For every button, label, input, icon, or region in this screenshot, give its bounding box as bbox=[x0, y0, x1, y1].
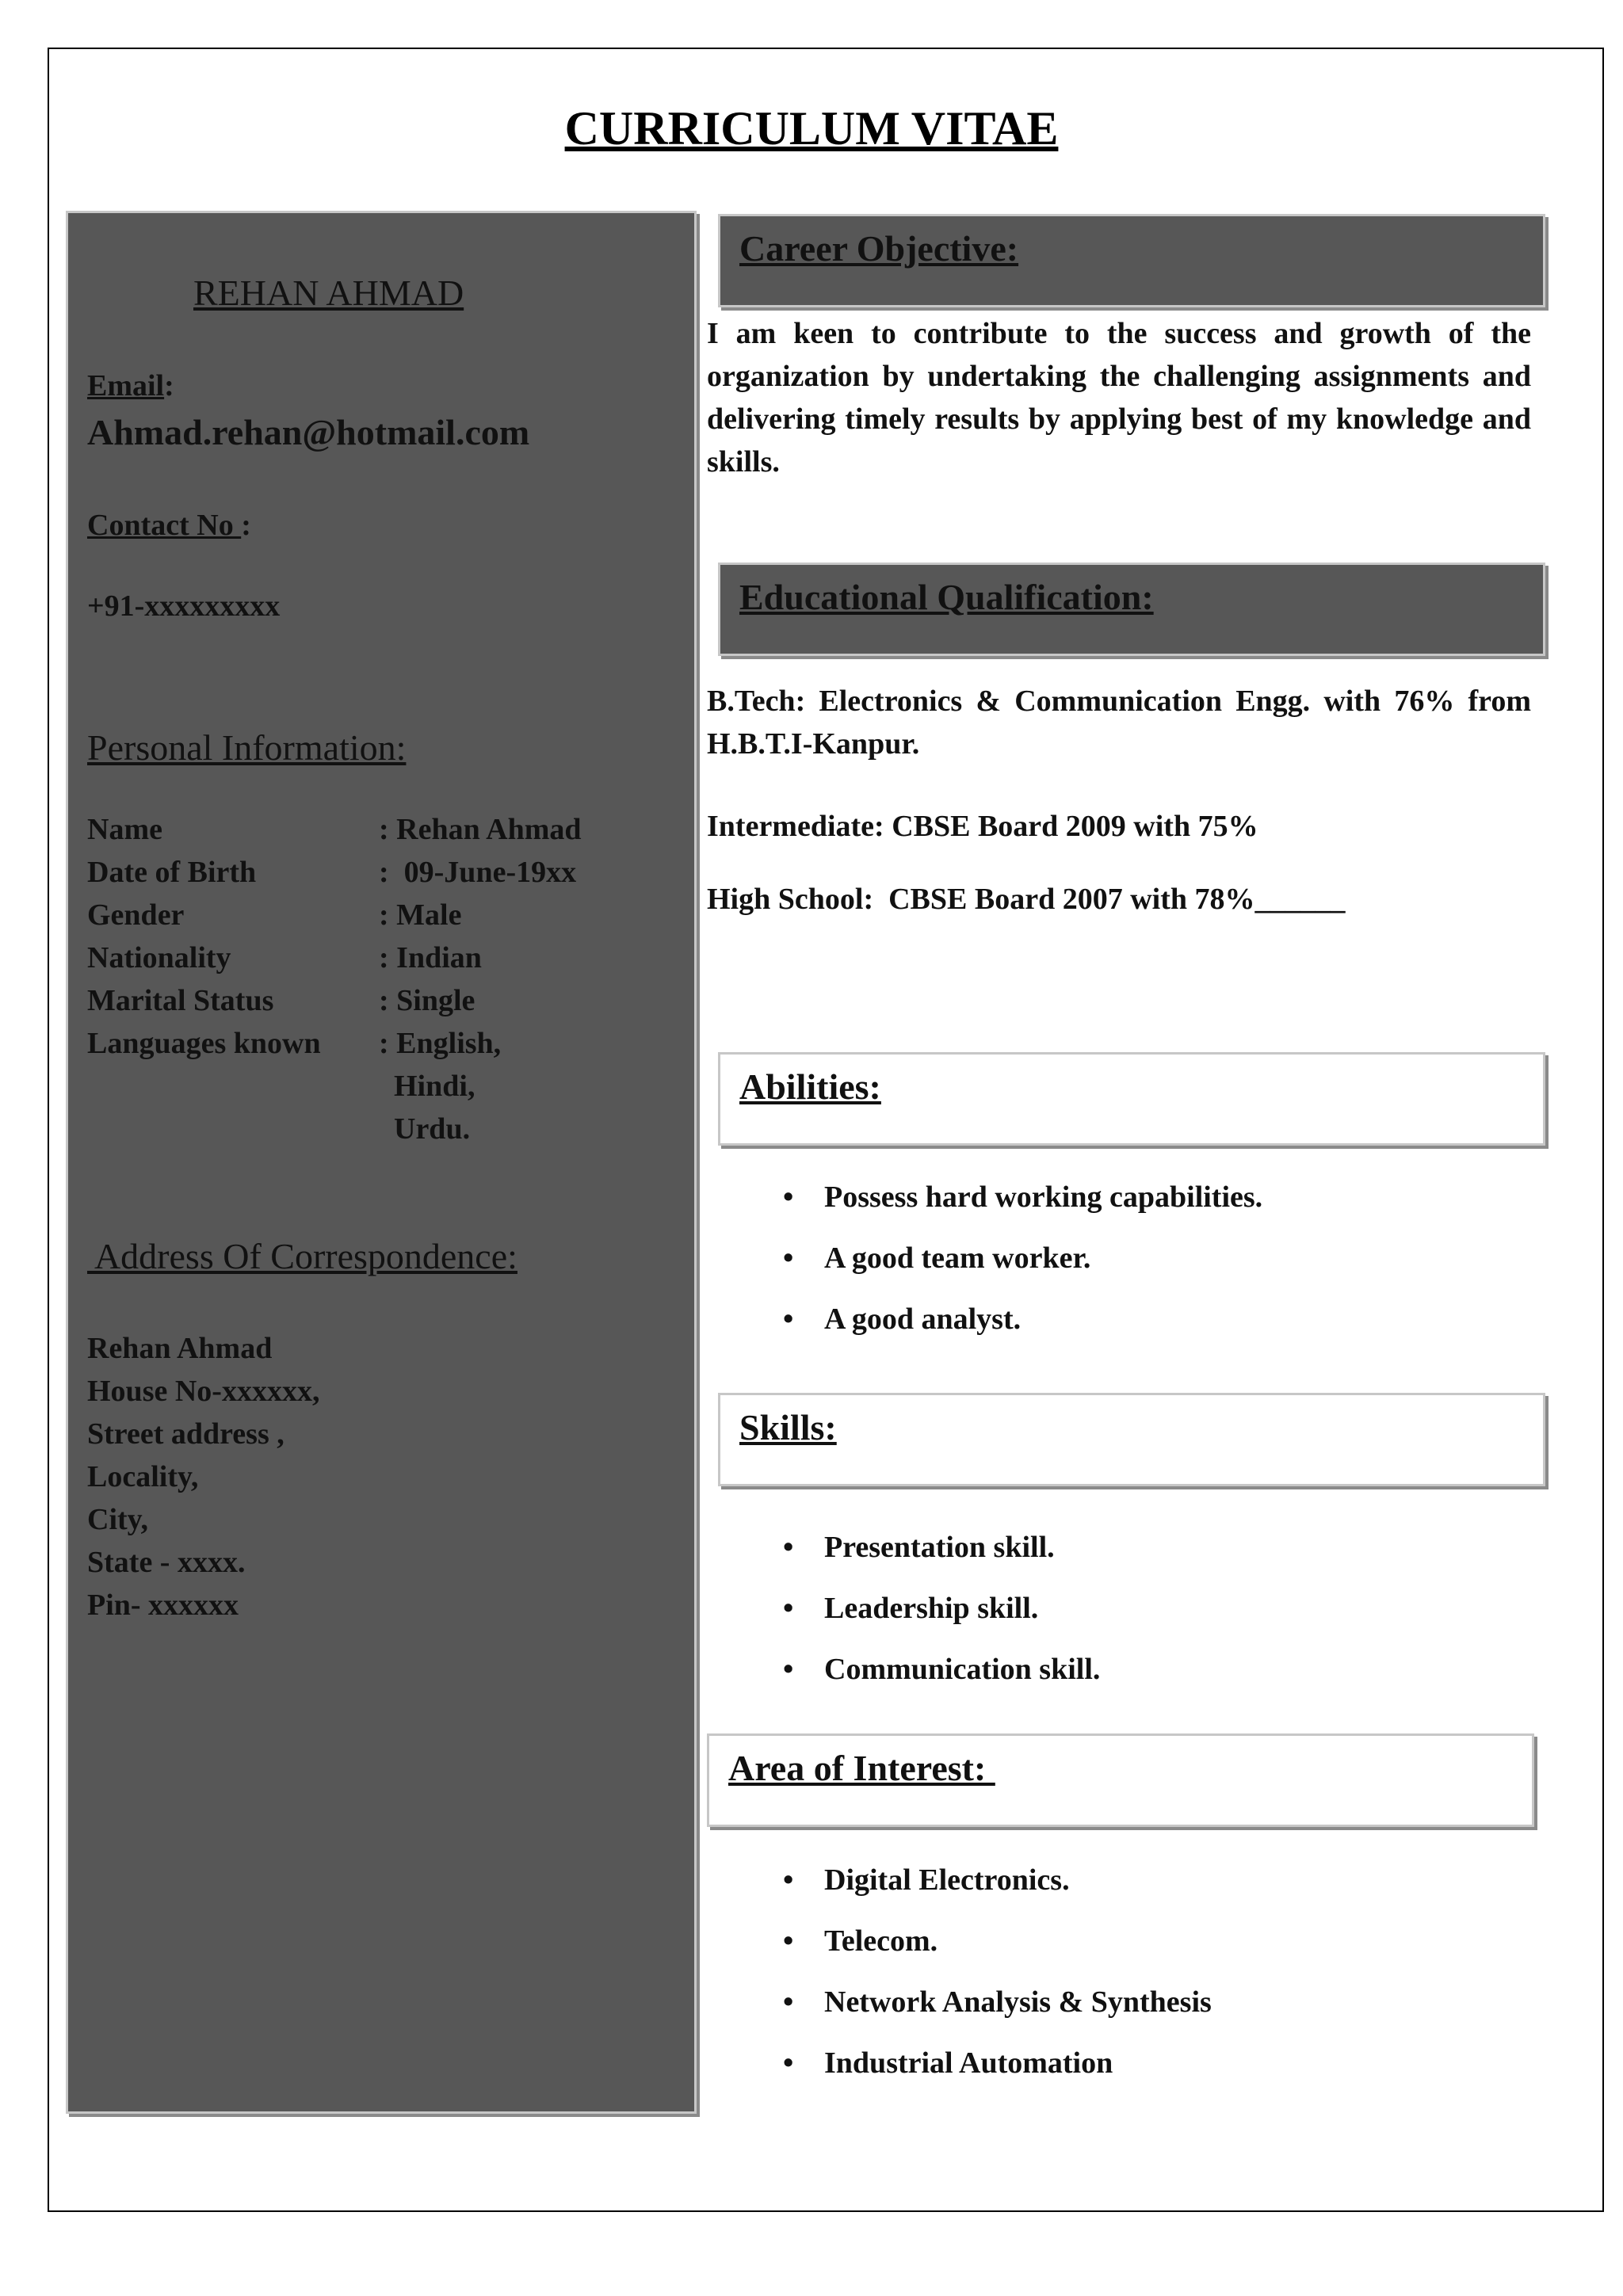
address-line: State - xxxx. bbox=[87, 1546, 246, 1579]
info-value: : English, bbox=[379, 1027, 502, 1060]
info-value: : Male bbox=[379, 898, 462, 932]
education-header bbox=[718, 563, 1545, 656]
education-intermediate: Intermediate: CBSE Board 2009 with 75% bbox=[707, 810, 1258, 843]
skills-list bbox=[783, 1526, 1101, 1709]
interests-list bbox=[783, 1859, 1212, 2103]
education-high-school: High School: CBSE Board 2007 with 78%______ bbox=[707, 883, 1346, 916]
address-line: City, bbox=[87, 1503, 149, 1536]
bullet-icon: • bbox=[783, 1531, 794, 1564]
list-item bbox=[783, 1176, 1263, 1237]
education-heading: Educational Qualification: bbox=[739, 577, 1154, 617]
info-key: Languages known bbox=[87, 1027, 321, 1060]
list-item-text: Leadership skill. bbox=[824, 1592, 1039, 1625]
address-block bbox=[87, 1327, 319, 1627]
personal-info-row bbox=[87, 940, 582, 983]
address-heading: Address Of Correspondence: bbox=[87, 1236, 517, 1276]
career-objective-header bbox=[718, 214, 1545, 307]
abilities-list bbox=[783, 1176, 1263, 1359]
bullet-icon: • bbox=[783, 1592, 794, 1625]
personal-info-row bbox=[87, 898, 582, 940]
left-panel bbox=[66, 211, 697, 2114]
candidate-name: REHAN AHMAD bbox=[193, 273, 464, 313]
email-label: Email: bbox=[87, 369, 174, 402]
skills-header bbox=[718, 1393, 1545, 1486]
bullet-icon: • bbox=[783, 1863, 794, 1897]
info-value: Hindi, bbox=[379, 1070, 475, 1103]
bullet-icon: • bbox=[783, 2046, 794, 2080]
list-item bbox=[783, 1526, 1100, 1587]
list-item bbox=[783, 1859, 1212, 1920]
personal-info-row bbox=[87, 1026, 582, 1069]
bullet-icon: • bbox=[783, 1924, 794, 1958]
list-item bbox=[783, 1587, 1100, 1648]
info-value: : Rehan Ahmad bbox=[379, 813, 582, 846]
list-item bbox=[783, 1981, 1212, 2042]
personal-info-row bbox=[87, 855, 582, 898]
bullet-icon: • bbox=[783, 1653, 794, 1686]
list-item bbox=[783, 2042, 1212, 2103]
info-key: Gender bbox=[87, 898, 185, 932]
info-key: Name bbox=[87, 813, 162, 846]
list-item-text: Industrial Automation bbox=[824, 2046, 1113, 2080]
list-item bbox=[783, 1920, 1212, 1981]
address-line: House No-xxxxxx, bbox=[87, 1375, 320, 1408]
skills-heading: Skills: bbox=[739, 1407, 837, 1447]
personal-info-row bbox=[87, 1069, 582, 1112]
info-key bbox=[87, 1069, 379, 1112]
address-line: Locality, bbox=[87, 1460, 199, 1493]
info-value: Urdu. bbox=[379, 1112, 471, 1146]
education-btech: B.Tech: Electronics & Communication Engg. with 76% from H.B.T.I-Kanpur. bbox=[707, 685, 1531, 761]
personal-info-row bbox=[87, 1112, 582, 1154]
info-value: : 09-June-19xx bbox=[379, 856, 577, 889]
contact-label-text: Contact No bbox=[87, 509, 242, 542]
info-key bbox=[87, 1112, 379, 1154]
info-key: Marital Status bbox=[87, 984, 274, 1017]
list-item-text: Digital Electronics. bbox=[824, 1863, 1070, 1897]
info-key: Nationality bbox=[87, 941, 231, 974]
career-objective-heading: Career Objective: bbox=[739, 228, 1019, 269]
interests-header bbox=[707, 1733, 1534, 1827]
list-item-text: A good analyst. bbox=[824, 1302, 1022, 1336]
document-title: CURRICULUM VITAE bbox=[564, 102, 1059, 154]
email-value: Ahmad.rehan@hotmail.com bbox=[87, 412, 530, 452]
address-line: Pin- xxxxxx bbox=[87, 1589, 239, 1622]
info-value: : Indian bbox=[379, 941, 482, 974]
bullet-icon: • bbox=[783, 1302, 794, 1336]
info-value: : Single bbox=[379, 984, 475, 1017]
address-line: Street address , bbox=[87, 1417, 285, 1451]
interests-heading: Area of Interest: bbox=[728, 1748, 995, 1788]
list-item bbox=[783, 1237, 1262, 1298]
abilities-header bbox=[718, 1052, 1545, 1146]
bullet-icon: • bbox=[783, 1241, 794, 1275]
personal-info-heading: Personal Information: bbox=[87, 727, 407, 768]
list-item-text: Communication skill. bbox=[824, 1653, 1101, 1686]
contact-value: +91-xxxxxxxxx bbox=[87, 589, 281, 623]
email-label-text: Email bbox=[87, 369, 165, 402]
list-item-text: Telecom. bbox=[824, 1924, 938, 1958]
personal-info-table bbox=[87, 812, 582, 1154]
bullet-icon: • bbox=[783, 1985, 794, 2019]
abilities-heading: Abilities: bbox=[739, 1066, 881, 1107]
career-objective-text: I am keen to contribute to the success and growth of the organization by undertaking the challenging assignments and delivering timely results by applying best of my knowledge and skills. bbox=[707, 317, 1531, 479]
personal-info-row bbox=[87, 812, 582, 855]
list-item-text: Network Analysis & Synthesis bbox=[824, 1985, 1212, 2019]
list-item bbox=[783, 1298, 1262, 1359]
address-line: Rehan Ahmad bbox=[87, 1332, 273, 1365]
personal-info-row bbox=[87, 983, 582, 1026]
list-item-text: Presentation skill. bbox=[824, 1531, 1055, 1564]
list-item-text: A good team worker. bbox=[824, 1241, 1091, 1275]
bullet-icon: • bbox=[783, 1180, 794, 1214]
info-key: Date of Birth bbox=[87, 856, 257, 889]
list-item-text: Possess hard working capabilities. bbox=[824, 1180, 1263, 1214]
list-item bbox=[783, 1648, 1101, 1709]
contact-label: Contact No : bbox=[87, 509, 251, 542]
